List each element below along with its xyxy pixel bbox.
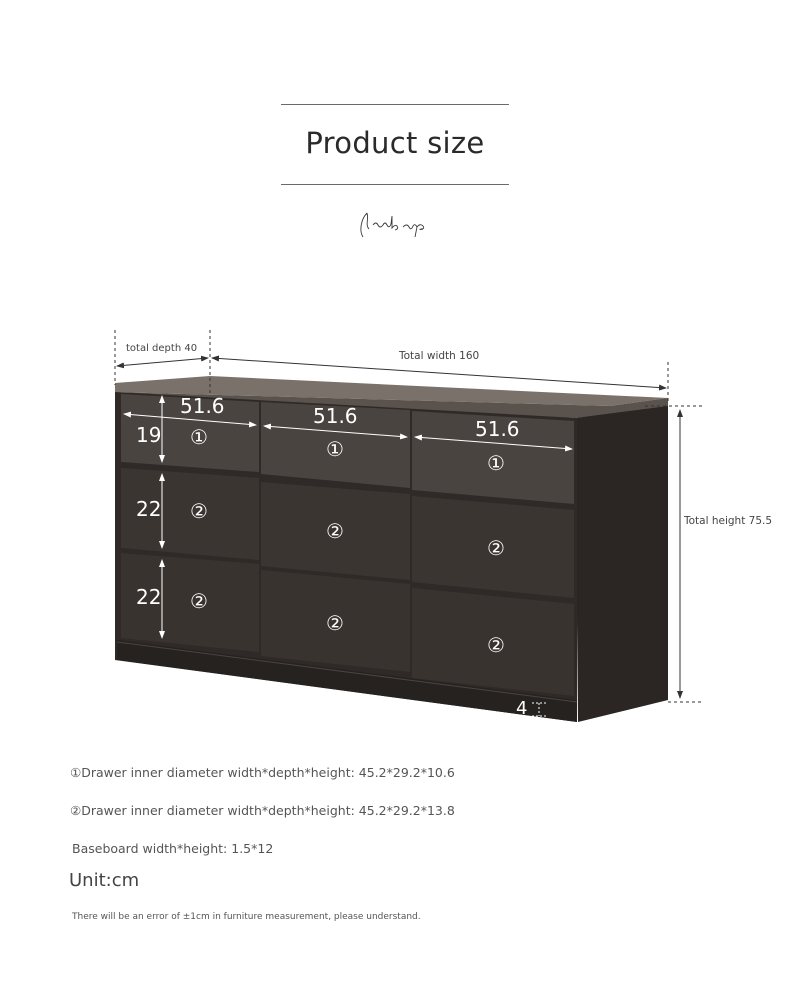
unit-label: Unit:cm — [69, 870, 140, 891]
total-width-label: Total width 160 — [399, 350, 480, 362]
total-height-label: Total height 75.5 — [684, 515, 773, 527]
drawer-2-spec: ②Drawer inner diameter width*depth*height: 45.2*29.2*13.8 — [70, 803, 455, 818]
drawer-1-spec: ①Drawer inner diameter width*depth*height: 45.2*29.2*10.6 — [70, 765, 455, 780]
drawer-width-label-2: 51.6 — [313, 404, 358, 428]
marker-2-c: ② — [487, 536, 505, 560]
top-drawer-height-label: 19 — [136, 423, 162, 447]
measurement-note: There will be an error of ±1cm in furniture measurement, please understand. — [72, 912, 421, 922]
total-depth-label: total depth 40 — [126, 343, 198, 354]
baseboard-height-label: 4 — [516, 698, 528, 719]
drawer-width-label-3: 51.6 — [475, 417, 520, 441]
marker-2-b: ② — [326, 519, 344, 543]
page-title: Product size — [305, 126, 485, 160]
drawer-width-label-1: 51.6 — [180, 394, 225, 418]
dresser-side — [575, 406, 668, 722]
marker-1-a: ① — [190, 425, 208, 449]
marker-2-e: ② — [326, 611, 344, 635]
marker-1-b: ① — [326, 437, 344, 461]
marker-2-a: ② — [190, 499, 208, 523]
bottom-drawer-height-label: 22 — [136, 585, 162, 609]
marker-2-f: ② — [487, 633, 505, 657]
marker-1-c: ① — [487, 451, 505, 475]
marker-2-d: ② — [190, 589, 208, 613]
baseboard-spec: Baseboard width*height: 1.5*12 — [72, 841, 274, 856]
middle-drawer-height-label: 22 — [136, 497, 162, 521]
